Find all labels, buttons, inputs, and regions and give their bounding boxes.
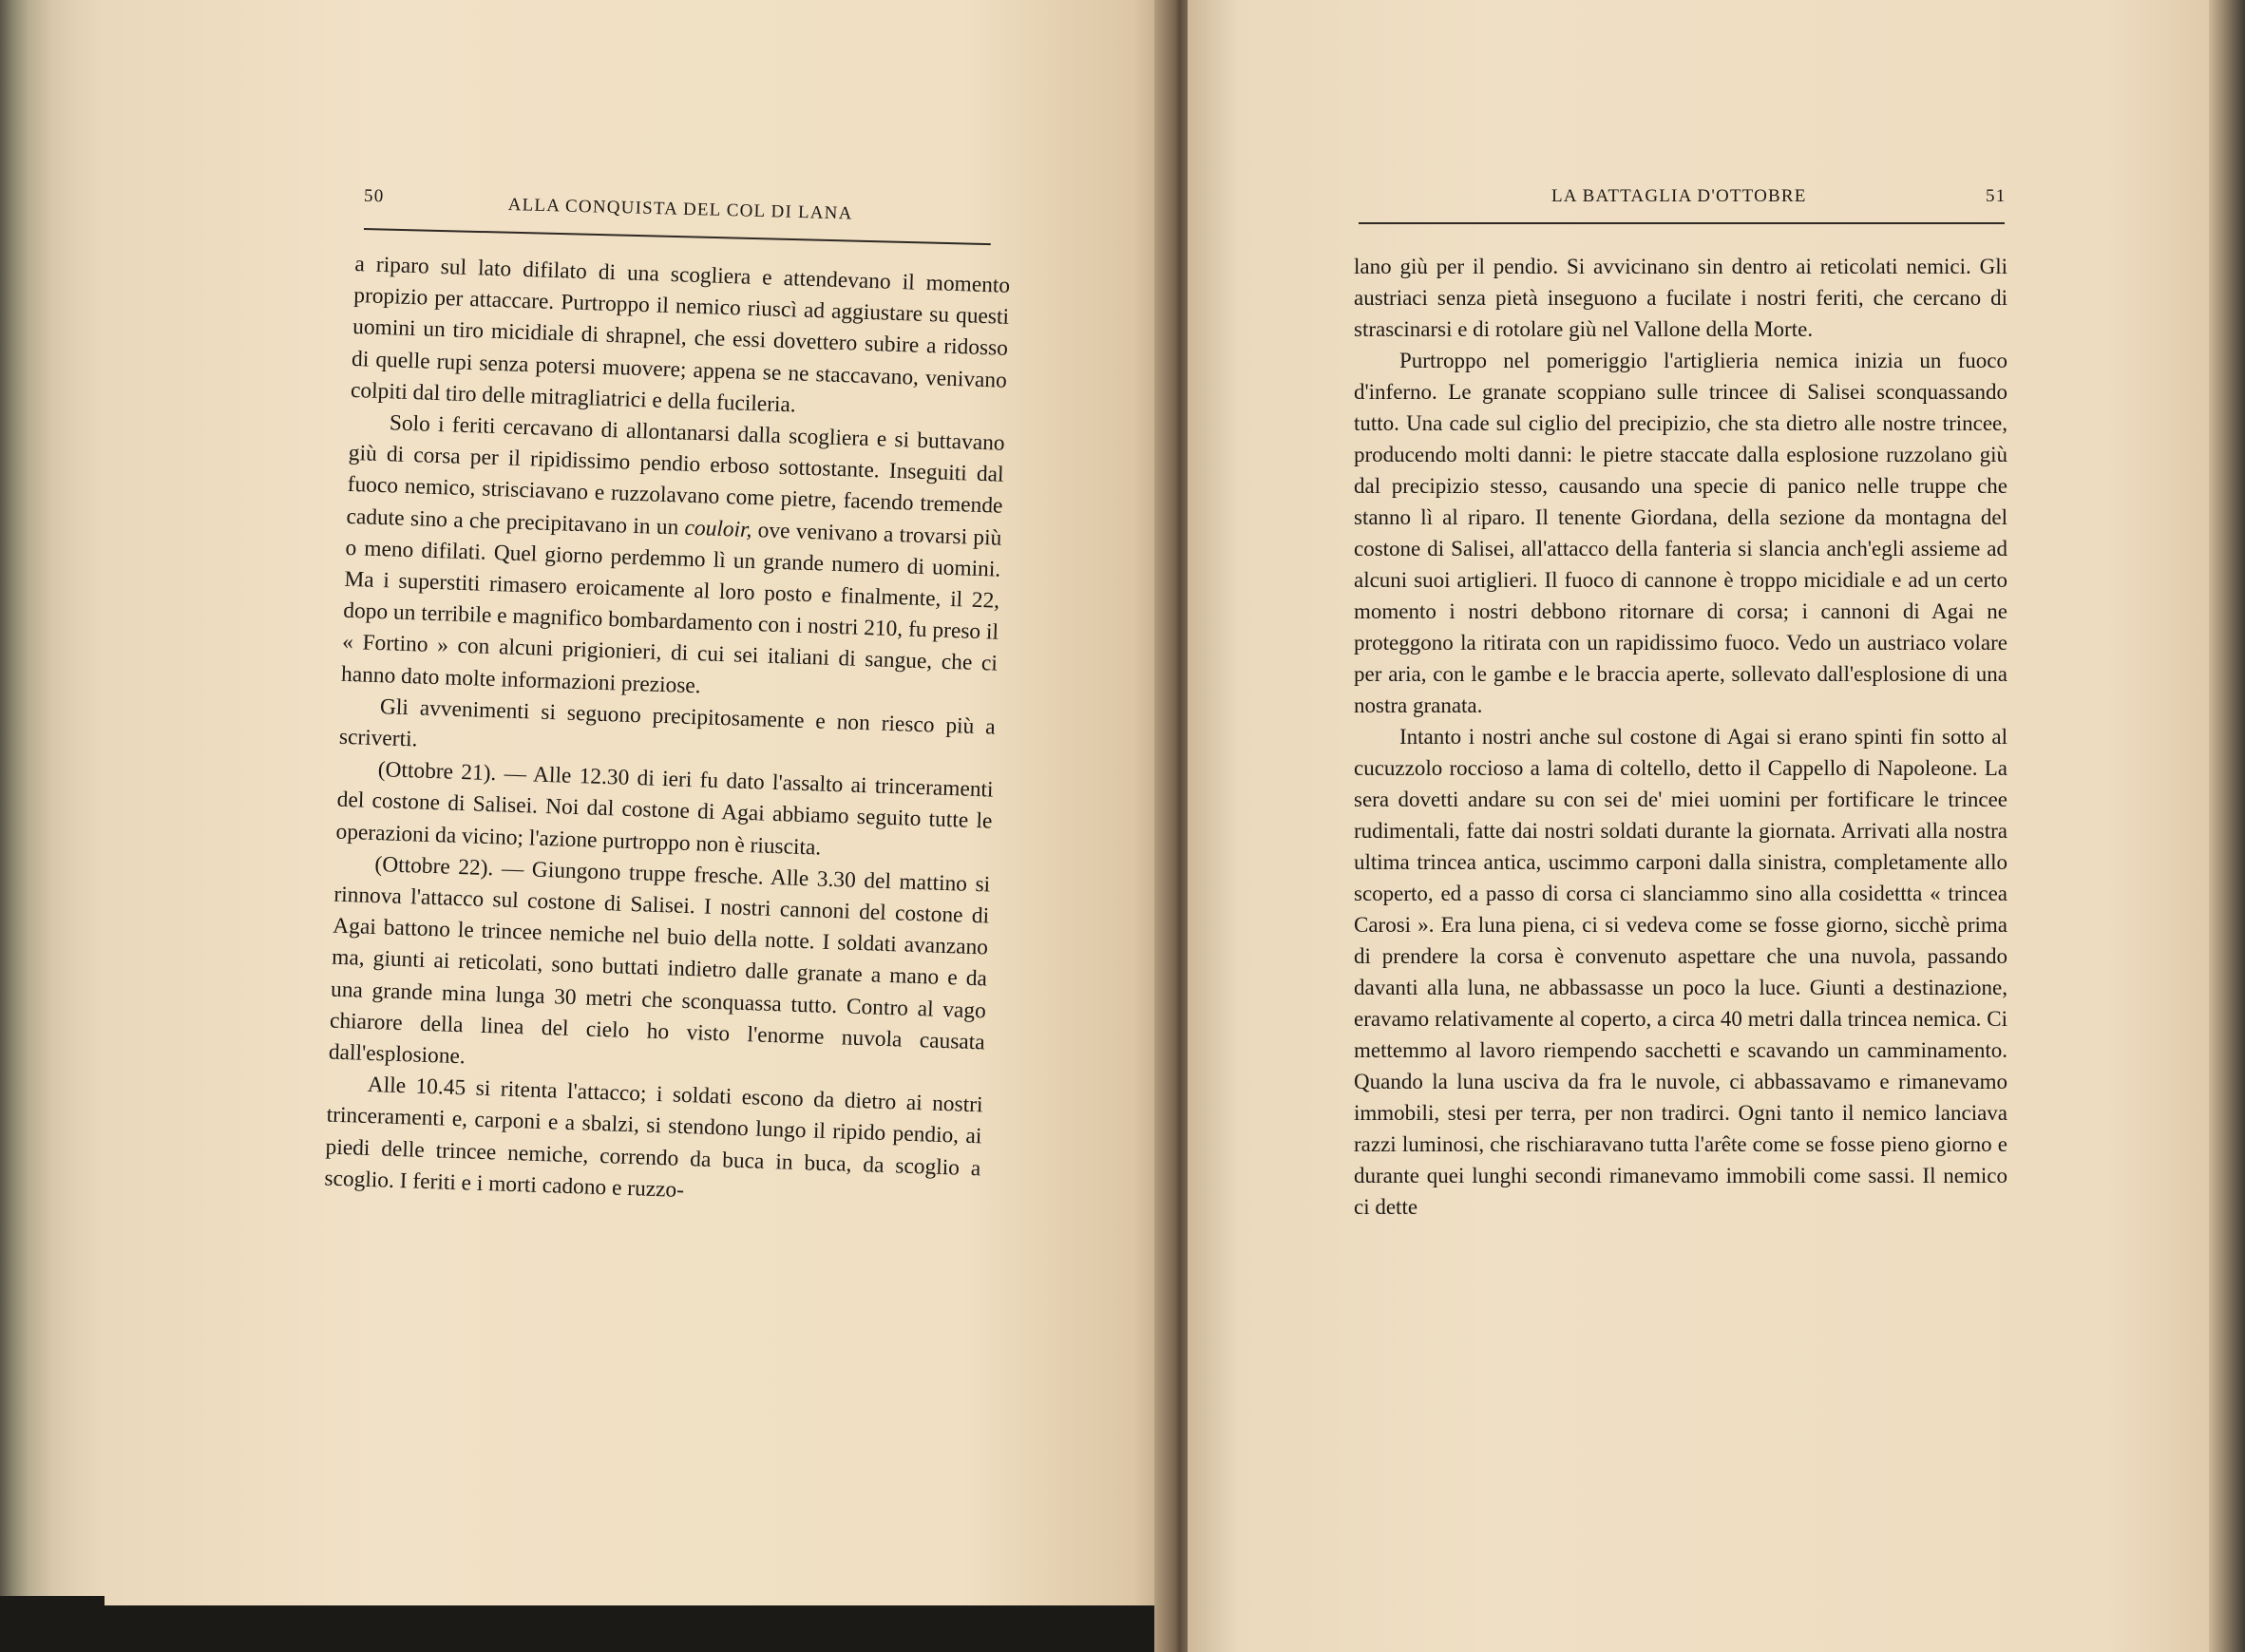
right-running-head: LA BATTAGLIA D'OTTOBRE <box>1551 186 1807 206</box>
left-running-head: ALLA CONQUISTA DEL COL DI LANA <box>507 195 853 224</box>
right-page-text <box>1354 251 2007 1223</box>
paragraph: Intanto i nostri anche sul costone di Agai si erano spinti fin sotto al cucuzzolo roccioso a lama di coltello, detto il Cappello di Napoleone. La sera dovetti andare su con sei de' miei uomini per fortificare le trincee rudimentali, fatte dai nostri soldati durante la giornata. Arrivati alla nostra ultima trincea antica, uscimmo carponi dalla sinistra, completamente allo scoperto, ed a passo di corsa ci slanciammo sino alla cosidettta « trincea Carosi ». Era luna piena, ci si vedeva come se fosse giorno, sicchè prima di prendere la corsa è convenuto aspettare che una nuvola, passando davanti alla luna, ne abbassasse un poco la luce. Giunti a destinazione, eravamo relativamente al coperto, a circa 40 metri dalla trincea nemica. Ci mettemmo al lavoro riempendo sacchetti e scavando un camminamento. Quando la luna usciva da fra le nuvole, ci abbassavamo e rimanevamo immobili, stesi per terra, per non tradirci. Ogni tanto il nemico lanciava razzi luminosi, che rischiaravano tutta l'arête come se fosse pieno giorno e durante quei lunghi secondi rimanevamo immobili come sassi. Il nemico ci dette <box>1354 725 2007 1219</box>
paragraph: a riparo sul lato difilato di una scogliera e attendevano il momento propizio per attaccare. Purtroppo il nemico riuscì ad aggiustare su questi uomini un tiro micidiale di shrapnel, che essi dovettero subire a ridosso di quelle rupi senza potersi muovere; appena se ne staccavano, venivano colpiti dal tiro delle mitragliatrici e della fucileria. <box>350 251 1011 418</box>
paragraph: Alle 10.45 si ritenta l'attacco; i soldati escono da dietro ai nostri trinceramenti e, carponi e a sbalzi, si stendono lungo il ripido pendio, ai piedi delle trincee nemiche, correndo da buca in buca, da scoglio a scoglio. I feriti e i morti cadono e ruzzo- <box>324 1073 983 1203</box>
italic-term: couloir, <box>684 515 752 542</box>
left-page-text <box>324 249 1011 1216</box>
paragraph: Purtroppo nel pomeriggio l'artiglieria nemica inizia un fuoco d'inferno. Le granate scoppiano sulle trincee di Salisei sconquassando tutto. Una cade sul ciglio del precipizio, che sta dietro alle nostre trincee, producendo molti danni: le pietre staccate dalla esplosione ruzzolano giù dal precipizio stesso, causando una specie di panico nelle truppe che stanno lì al riparo. Il tenente Giordana, della sezione da montagna del costone di Salisei, all'attacco della fanteria si slancia anch'egli assieme ad alcuni suoi artiglieri. Il fuoco di cannone è troppo micidiale e ad un certo momento i nostri debbono ritornare di corsa; i cannoni di Agai ne proteggono la ritirata con un rapidissimo fuoco. Vedo un austriaco volare per aria, con le gambe e le braccia aperte, sollevato dall'esplosione di una nostra granata. <box>1354 349 2007 717</box>
paragraph-text: Solo i feriti cercavano di allontanarsi dalla scogliera e si buttavano giù di corsa per il ripidissimo pendio erboso sottostante. Inseguiti dal fuoco nemico, strisciavano e ruzzolavano come pietre, facendo tremende cadute sino a che precipitavano in un <box>346 410 1006 541</box>
paragraph-text: ove venivano a trovarsi più o meno difilati. Quel giorno perdemmo lì un grande numero di uomini. Ma i superstiti rimasero eroicamente al loro posto e finalmente, il 22, dopo un terribile e magnifico bombardamento con i nostri 210, fu preso il « Fortino » con alcuni prigionieri, di cui sei italiani di sangue, che ci hanno dato molte informazioni preziose. <box>340 517 1002 698</box>
paragraph: lano giù per il pendio. Si avvicinano sin dentro ai reticolati nemici. Gli austriaci senza pietà inseguono a fucilate i nostri feriti, che cercano di strascinarsi e di rotolare giù nel Vallone della Morte. <box>1354 255 2007 341</box>
paragraph <box>341 407 1006 712</box>
paragraph: Gli avvenimenti si seguono precipitosamente e non riesco più a scriverti. <box>338 693 997 752</box>
page-stack-right <box>2209 0 2245 1652</box>
paragraph: (Ottobre 22). — Giungono truppe fresche. Alle 3.30 del mattino si rinnova l'attacco sul costone di Salisei. I nostri cannoni del costone di Agai battono le trincee nemiche nel buio della notte. I soldati avanzano ma, giunti ai reticolati, sono buttati indietro dalle granate a mano e da una grande mina lunga 30 metri che sconquassa tutto. Contro al vago chiarore della linea del cielo ho visto l'enorme nuvola causata dall'esplosione. <box>328 851 991 1070</box>
paragraph: (Ottobre 21). — Alle 12.30 di ieri fu dato l'assalto ai trinceramenti del costone di Salisei. Noi dal costone di Agai abbiamo seguito tutte le operazioni da vicino; l'azione purtroppo non è riuscita. <box>335 757 994 861</box>
right-page-number: 51 <box>1986 186 2007 206</box>
page-stack-left <box>0 0 105 1596</box>
right-header-rule <box>1359 222 2005 224</box>
left-page-number: 50 <box>363 185 385 207</box>
